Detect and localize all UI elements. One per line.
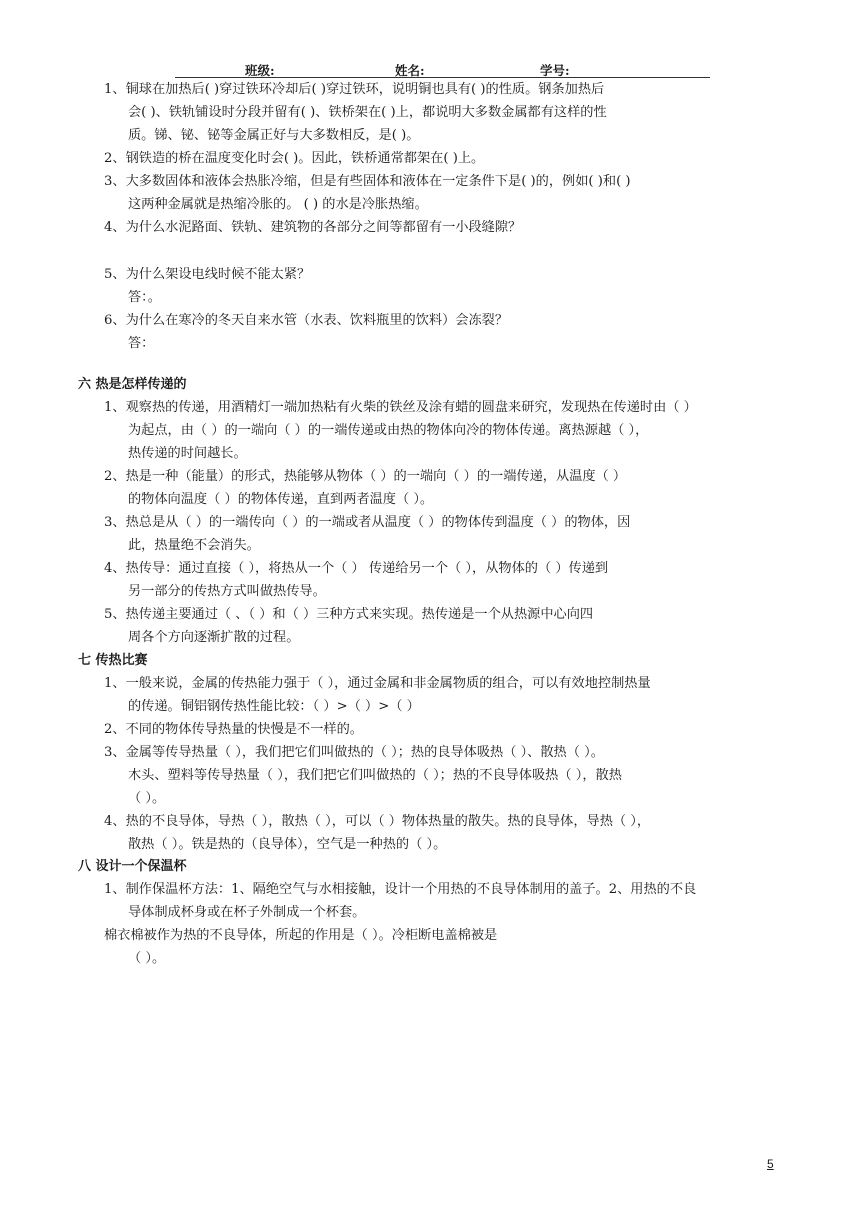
- s6-q3-line-1: 3、热总是从（ ）的一端传向（ ）的一端或者从温度（ ）的物体传到温度（ ）的物体，因: [104, 515, 631, 530]
- s7-q3-line-1: 3、金属等传导热量（ ），我们把它们叫做热的（ ）；热的良导体吸热（ ）、散热（ ）。: [104, 745, 604, 760]
- q3-line-1: 3、大多数固体和液体会热胀冷缩，但是有些固体和液体在一定条件下是( )的，例如( )和( ): [104, 174, 631, 189]
- s8-q1-line-2: 导体制成杯身或在杯子外制成一个杯套。: [128, 905, 366, 920]
- s6-q2-line-2: 的物体向温度（ ）的物体传递，直到两者温度（ ）。: [128, 492, 434, 507]
- name-label: 姓名:: [395, 63, 425, 78]
- s7-q3-line-3: （ ）。: [128, 791, 166, 806]
- s7-q1-line-2: 的传递。铜铝钢传热性能比较：（ ）>（ ）>（ ）: [128, 699, 420, 714]
- q1-line-3: 质。锑、铋、铋等金属正好与大多数相反，是( )。: [128, 128, 420, 143]
- s6-q5-line-2: 周各个方向逐渐扩散的过程。: [128, 630, 300, 645]
- q6-line-1: 6、为什么在寒冷的冬天自来水管（水表、饮料瓶里的饮料）会冻裂？: [104, 313, 509, 328]
- s6-q1-line-1: 1、观察热的传递，用酒精灯一端加热粘有火柴的铁丝及涂有蜡的圆盘来研究，发现热在传递时由（ ）: [104, 400, 697, 415]
- student-id-label: 学号:: [540, 63, 570, 78]
- q5-answer: 答：。: [128, 290, 161, 305]
- s6-q5-line-1: 5、热传递主要通过（ 、（ ）和（ ）三种方式来实现。热传递是一个从热源中心向四: [104, 607, 594, 622]
- q5-line-1: 5、为什么架设电线时候不能太紧？: [104, 267, 311, 282]
- s7-q2-line-1: 2、不同的物体传导热量的快慢是不一样的。: [104, 722, 363, 737]
- s7-q4-line-1: 4、热的不良导体，导热（ ），散热（ ），可以（ ）物体热量的散失。热的良导体，导热（ ），: [104, 814, 651, 829]
- q1-line-2: 会( )、铁轨铺设时分段并留有( )、铁桥架在( )上，都说明大多数金属都有这样的性: [128, 105, 607, 120]
- section-7-title: 七 传热比赛: [78, 653, 148, 668]
- s7-q1-line-1: 1、一般来说，金属的传热能力强于（ ），通过金属和非金属物质的组合，可以有效地控制热量: [104, 676, 651, 691]
- section-6-title: 六 热是怎样传递的: [78, 377, 187, 392]
- s8-q2-line-1: 棉衣棉被作为热的不良导体，所起的作用是（ ）。冷柜断电盖棉被是: [104, 928, 498, 943]
- section-8-title: 八 设计一个保温杯: [78, 859, 187, 874]
- q2-line-1: 2、钢铁造的桥在温度变化时会( )。因此，铁桥通常都架在( )上。: [104, 151, 485, 166]
- q1-line-1: 1、铜球在加热后( )穿过铁环冷却后( )穿过铁环，说明铜也具有( )的性质。钢条加热后: [104, 82, 605, 97]
- student-info-header: [175, 61, 710, 78]
- class-label: 班级:: [245, 63, 275, 78]
- s8-q1-line-1: 1、制作保温杯方法：1、隔绝空气与水相接触，设计一个用热的不良导体制用的盖子。2、用热的不良: [104, 882, 697, 897]
- s8-q2-line-2: （ ）。: [128, 951, 166, 966]
- s7-q4-line-2: 散热（ ）。铁是热的（良导体），空气是一种热的（ ）。: [128, 837, 447, 852]
- page-number: 5: [767, 1157, 774, 1171]
- s6-q4-line-1: 4、热传导：通过直接（ ），将热从一个（ ） 传递给另一个（ ），从物体的（ ）传递到: [104, 561, 609, 576]
- s6-q4-line-2: 另一部分的传热方式叫做热传导。: [128, 584, 326, 599]
- q6-answer: 答：: [128, 336, 155, 351]
- s6-q1-line-3: 热传递的时间越长。: [128, 446, 247, 461]
- s6-q1-line-2: 为起点，由（ ）的一端向（ ）的一端传递或由热的物体向冷的物体传递。离热源越（ ），: [128, 423, 649, 438]
- q4-line-1: 4、为什么水泥路面、铁轨、建筑物的各部分之间等都留有一小段缝隙？: [104, 220, 522, 235]
- q3-line-2: 这两种金属就是热缩冷胀的。 ( ) 的水是冷胀热缩。: [128, 197, 428, 212]
- s6-q3-line-2: 此，热量绝不会消失。: [128, 538, 260, 553]
- s7-q3-line-2: 木头、塑料等传导热量（ ），我们把它们叫做热的（ ）；热的不良导体吸热（ ），散热: [128, 768, 622, 783]
- s6-q2-line-1: 2、热是一种（能量）的形式，热能够从物体（ ）的一端向（ ）的一端传递，从温度（ ）: [104, 469, 627, 484]
